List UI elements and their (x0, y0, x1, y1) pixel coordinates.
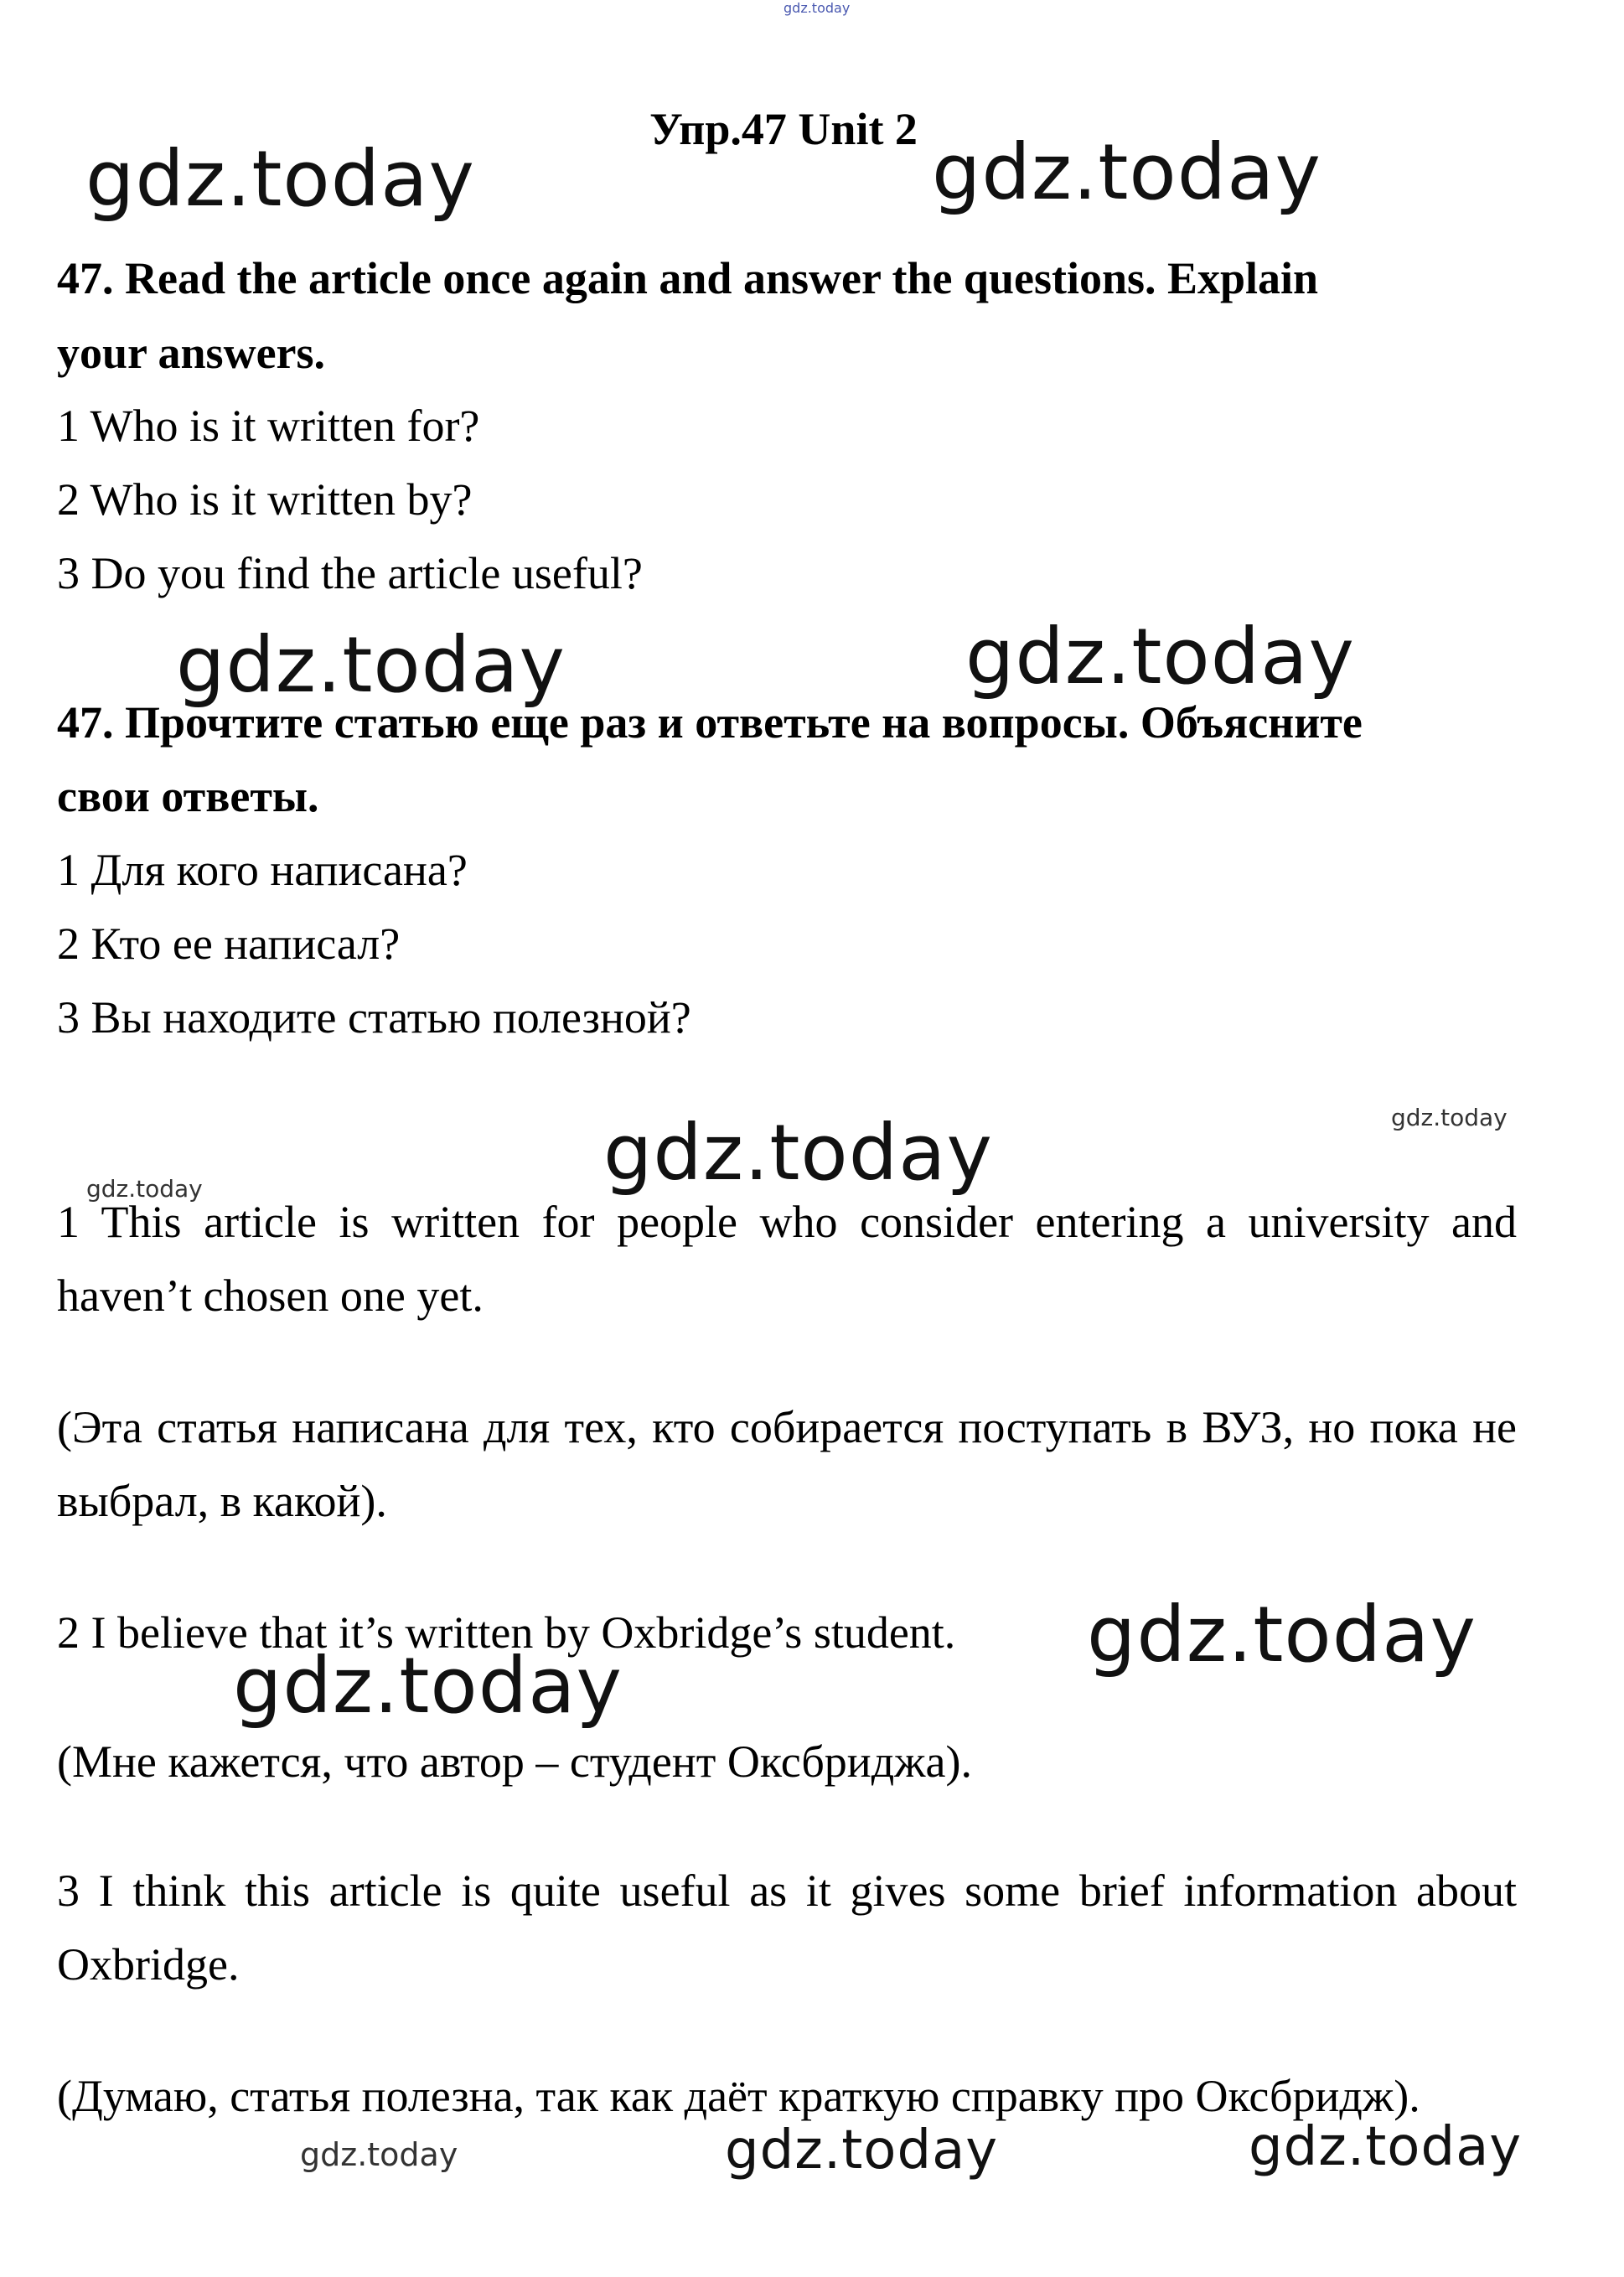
page-title: Упр.47 Unit 2 (649, 104, 918, 154)
watermark: gdz.today (603, 1108, 993, 1198)
task-ru-heading-1: 47. Прочтите статью еще раз и ответьте на вопросы. Объясните (57, 697, 1363, 748)
answer-3-en: 3 I think this article is quite useful as it gives some brief information about Oxbridge. (57, 1866, 1517, 1990)
task-ru-question-3: 3 Вы находите статью полезной? (57, 992, 691, 1043)
watermark: gdz.today (1087, 1590, 1477, 1679)
watermark: gdz.today (176, 620, 566, 710)
task-en-heading-1: 47. Read the article once again and answer the questions. Explain (57, 253, 1319, 303)
watermark: gdz.today (1391, 1104, 1508, 1131)
watermark: gdz.today (1249, 2116, 1523, 2178)
task-en-question-3: 3 Do you find the article useful? (57, 548, 643, 598)
answer-2-ru: (Мне кажется, что автор – студент Оксбриджа). (57, 1736, 972, 1787)
watermark: gdz.today (233, 1641, 623, 1731)
answer-2-en: 2 I believe that it’s written by Oxbridge’s student. (57, 1607, 956, 1658)
watermark-top: gdz.today (784, 0, 851, 16)
task-ru-heading-2: свои ответы. (57, 771, 319, 821)
task-en-question-2: 2 Who is it written by? (57, 474, 473, 525)
task-en-heading-2: your answers. (57, 328, 326, 378)
watermark: gdz.today (932, 127, 1321, 217)
watermark: gdz.today (86, 1175, 203, 1203)
watermark: gdz.today (85, 134, 475, 224)
watermark: gdz.today (965, 612, 1355, 701)
watermark: gdz.today (300, 2136, 458, 2173)
task-en-question-1: 1 Who is it written for? (57, 401, 480, 451)
answer-1-ru: (Эта статья написана для тех, кто собирается поступать в ВУЗ, но пока не выбрал, в какой). (57, 1402, 1517, 1526)
answer-3-ru: (Думаю, статья полезна, так как даёт краткую справку про Оксбридж). (57, 2071, 1420, 2121)
task-ru-question-2: 2 Кто ее написал? (57, 919, 401, 969)
answer-1-en: 1 This article is written for people who consider entering a university and haven’t chosen one yet. (57, 1197, 1517, 1321)
task-ru-question-1: 1 Для кого написана? (57, 845, 468, 895)
watermark: gdz.today (725, 2119, 999, 2181)
